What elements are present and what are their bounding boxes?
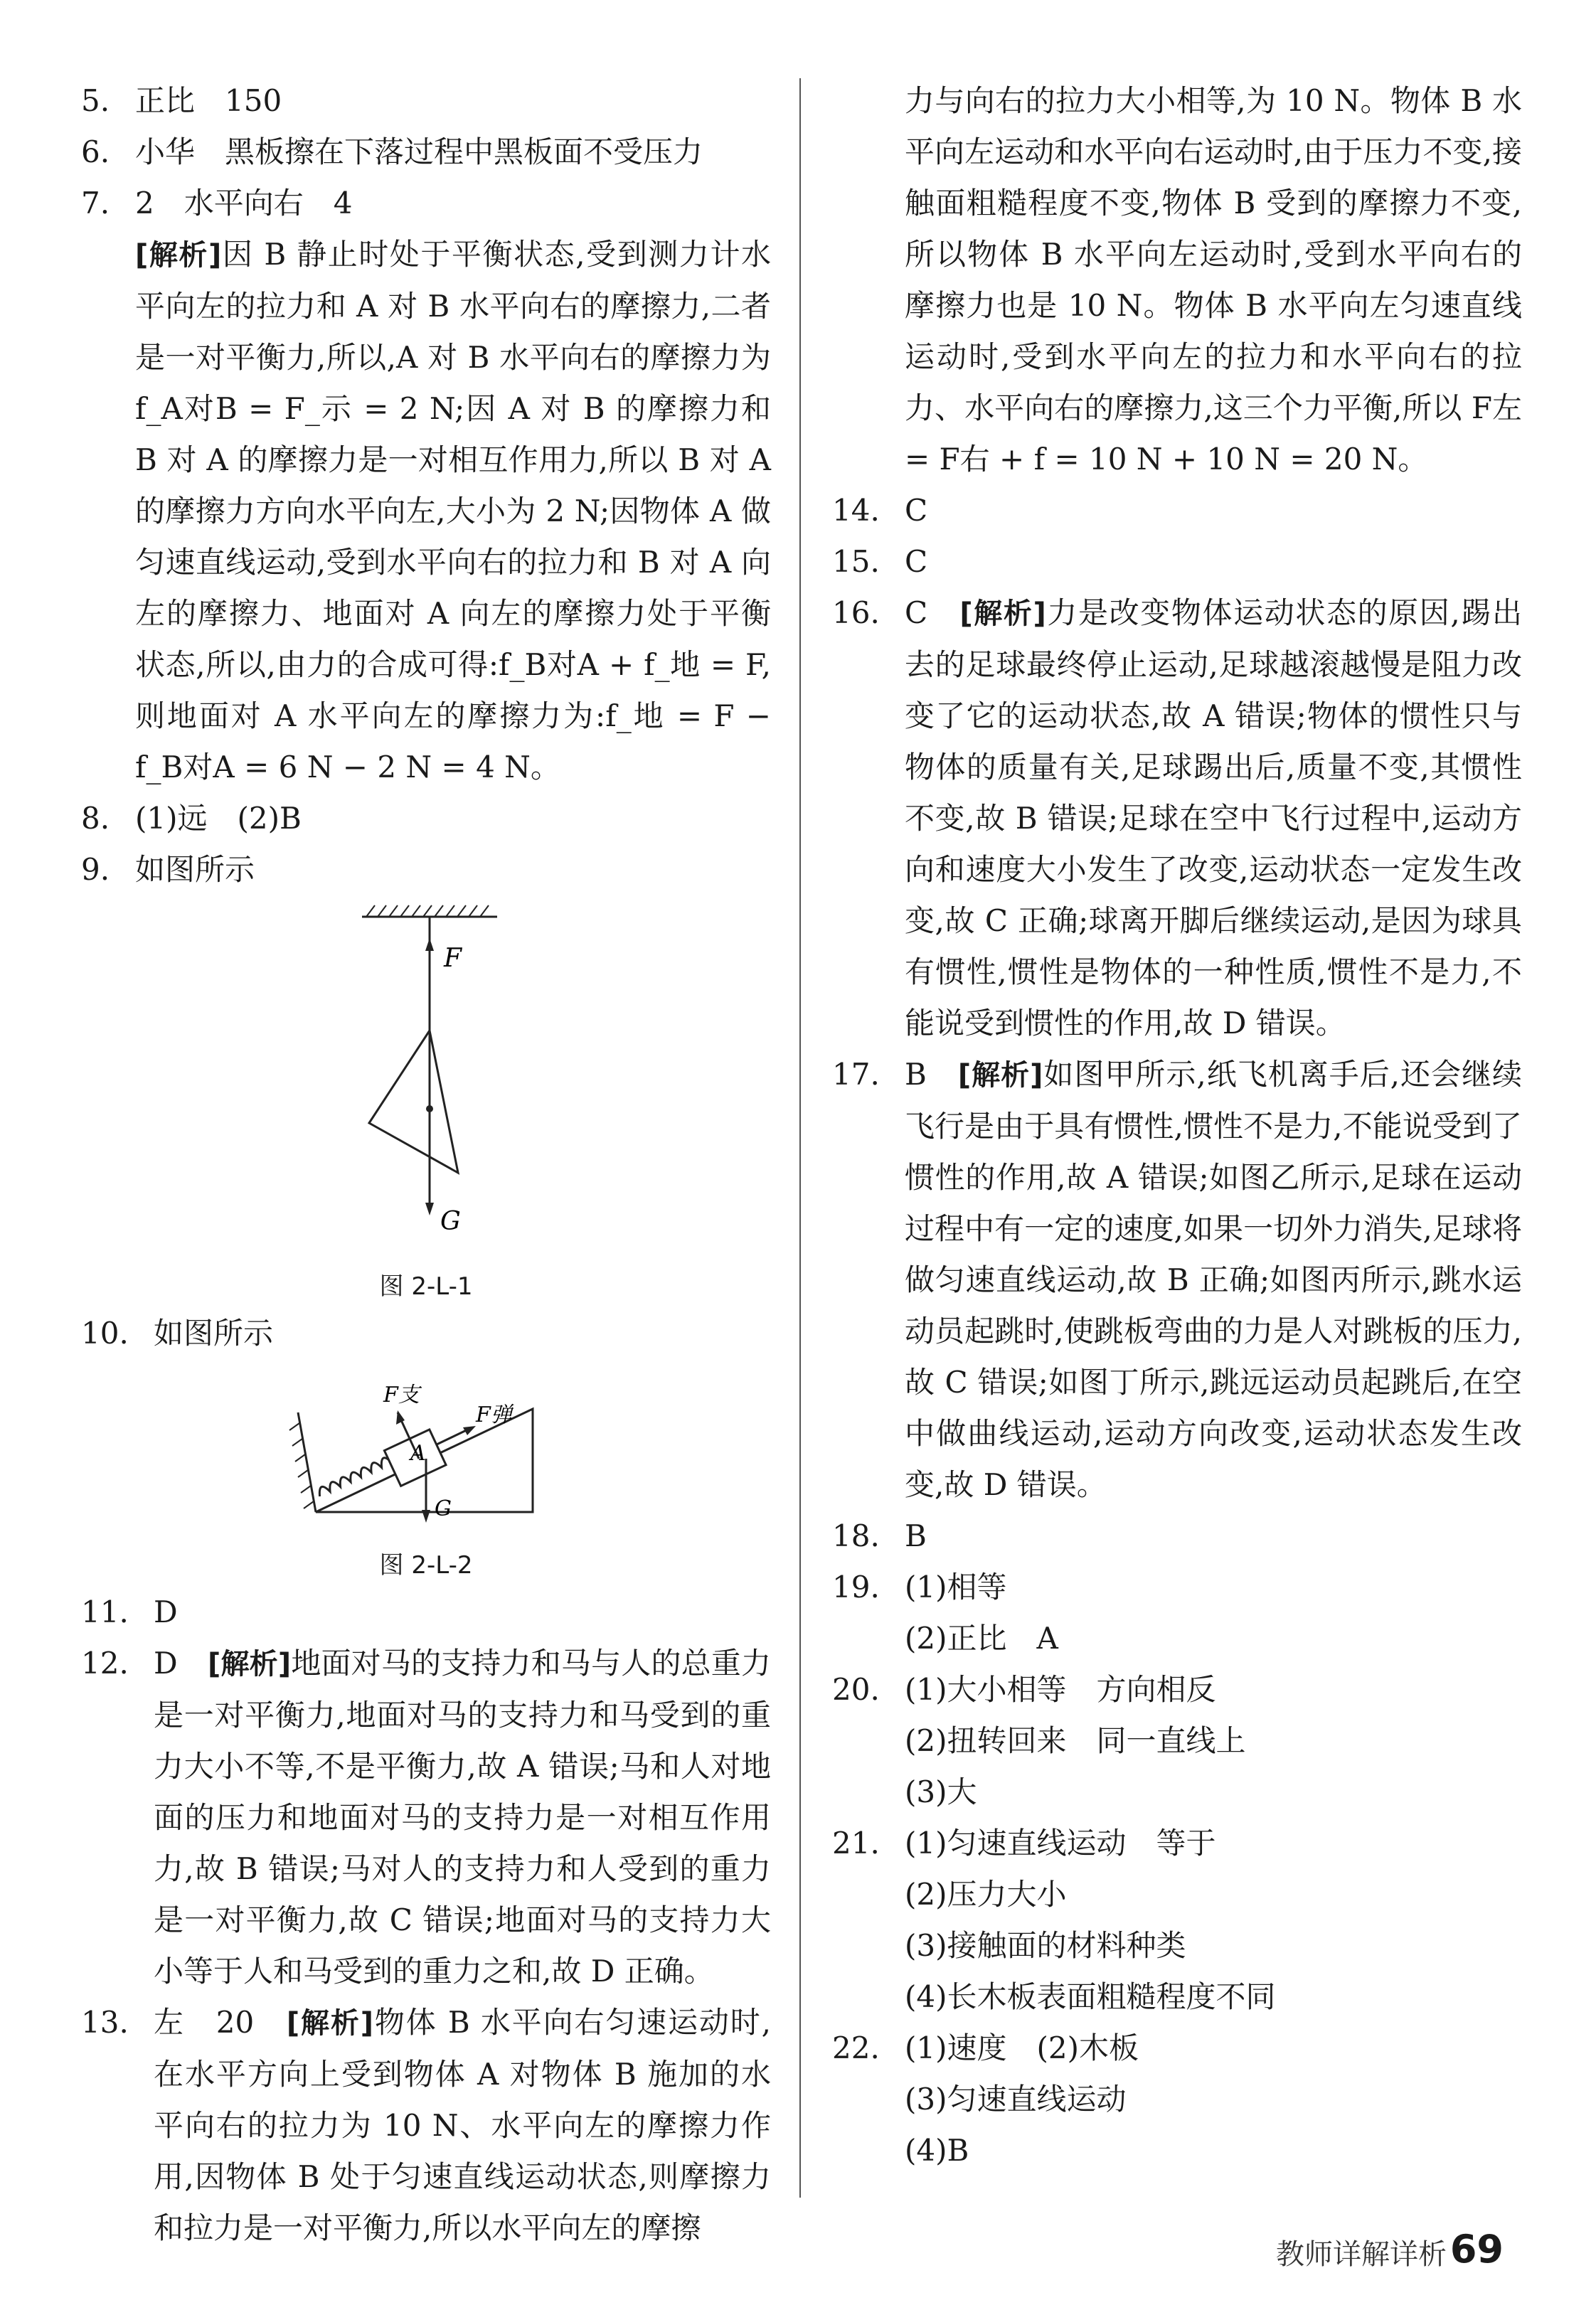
figure-caption-2: 图 2-L-2 (379, 1551, 473, 1580)
answer-8: 8. (1)远 (2)B (81, 801, 302, 836)
analysis-tag: [解析] (959, 597, 1046, 630)
answer-20-line: (2)扭转回来 同一直线上 (905, 1723, 1246, 1758)
explanation-13-continued: 力与向右的拉力大小相等,为 10 N。物体 B 水平向左运动和水平向右运动时,由于压力不变,接触面粗糙程度不变,物体 B 受到的摩擦力不变,所以物体 B 水平向左运动时,受到水平向右的摩擦力也是 10 N。物体 B 水平向左匀速直线运动时,受到水平向左的拉力和水平向右的拉力、水平向右的摩擦力,这三个力平衡,所以 F左 = F右 + f = 10 N + 10 N = 20 N。 (905, 83, 1522, 477)
answer-22-line: (4)B (905, 2133, 969, 2168)
answer-13: 13. 左 20 [解析]物体 B 水平向右匀速运动时,在水平方向上受到物体 A 对物体 B 施加的水平向右的拉力为 10 N、水平向左的摩擦力作用,因物体 B 处于匀速直线运动状态,则摩擦力和拉力是一对平衡力,所以水平向左的摩擦 (81, 2005, 771, 2245)
figure-caption: 图 2-L-1 (379, 1272, 473, 1301)
answer-15: 15. C (832, 544, 928, 579)
answer-11: 11. D (81, 1595, 178, 1629)
answer-10: 10. 如图所示 (81, 1316, 274, 1351)
force-diagram-incline (284, 1359, 568, 1537)
answer-9: 9. 如图所示 (81, 852, 255, 887)
answer-5: 5. 正比 150 (81, 83, 282, 118)
analysis-tag: [解析] (286, 2007, 374, 2040)
answer-19: 19. (1)相等 (832, 1570, 1007, 1604)
label-F: F (444, 944, 462, 973)
page-number: 69 (1449, 2227, 1504, 2272)
label-A: A (410, 1441, 426, 1466)
answer-7: 7. 2 水平向右 4 (81, 186, 353, 220)
answer-19-line: (2)正比 A (905, 1621, 1058, 1656)
answer-14: 14. C (832, 493, 928, 528)
figure-2-L-1 (81, 895, 771, 1265)
explanation-7: [解析]因 B 静止时处于平衡状态,受到测力计水平向左的拉力和 A 对 B 水平向右的摩擦力,二者是一对平衡力,所以,A 对 B 水平向右的摩擦力为 f_A对B = F_示 = 2 N;因 A 对 B 的摩擦力和 B 对 A 的摩擦力是一对相互作用力,所以 B 对 A 的摩擦力方向水平向左,大小为 2 N;因物体 A 做匀速直线运动,受到水平向右的拉力和 B 对 A 向左的摩擦力、地面对 A 向左的摩擦力处于平衡状态,所以,由力的合成可得:f_B对A + f_地 = F,则地面对 A 水平向左的摩擦力为:f_地 = F − f_B对A = 6 N − 2 N = 4 N。 (135, 237, 772, 784)
label-F-support: F支 (383, 1383, 420, 1407)
figure-2-L-2 (81, 1359, 771, 1544)
answer-21-line: (4)长木板表面粗糙程度不同 (905, 1979, 1276, 2014)
answer-18: 18. B (832, 1518, 927, 1553)
answer-20: 20. (1)大小相等 方向相反 (832, 1672, 1216, 1707)
force-diagram-triangle (319, 895, 533, 1237)
analysis-tag: [解析] (957, 1059, 1043, 1092)
label-F-spring: F弹 (476, 1402, 512, 1427)
analysis-tag: [解析] (135, 239, 222, 272)
answer-20-line: (3)大 (905, 1774, 977, 1809)
answer-21: 21. (1)匀速直线运动 等于 (832, 1826, 1216, 1861)
column-divider (799, 78, 801, 2198)
answer-17: 17. B [解析]如图甲所示,纸飞机离手后,还会继续飞行是由于具有惯性,惯性不是力,不能说受到了惯性的作用,故 A 错误;如图乙所示,足球在运动过程中有一定的速度,如果一切外力消失,足球将做匀速直线运动,故 B 正确;如图丙所示,跳水运动员起跳时,使跳板弯曲的力是人对跳板的压力,故 C 错误;如图丁所示,跳远运动员起跳后,在空中做曲线运动,运动方向改变,运动状态发生改变,故 D 错误。 (832, 1057, 1523, 1502)
answer-21-line: (2)压力大小 (905, 1877, 1067, 1912)
answer-22-line: (3)匀速直线运动 (905, 2082, 1127, 2117)
label-G: G (440, 1207, 461, 1236)
answer-16: 16. C [解析]力是改变物体运动状态的原因,踢出去的足球最终停止运动,足球越滚越慢是阻力改变了它的运动状态,故 A 错误;物体的惯性只与物体的质量有关,足球踢出后,质量不变,其惯性不变,故 B 错误;足球在空中飞行过程中,运动方向和速度大小发生了改变,运动状态一定发生改变,故 C 正确;球离开脚后继续运动,是因为球具有惯性,惯性是物体的一种性质,惯性不是力,不能说受到惯性的作用,故 D 错误。 (832, 595, 1522, 1040)
left-column (81, 75, 771, 2254)
answer-21-line: (3)接触面的材料种类 (905, 1928, 1186, 1963)
footer-label: 教师详解详析 (1276, 2238, 1447, 2271)
analysis-tag: [解析] (208, 1648, 292, 1681)
label-G2: G (435, 1496, 452, 1521)
answer-22: 22. (1)速度 (2)木板 (832, 2030, 1139, 2065)
answer-6: 6. 小华 黑板擦在下落过程中黑板面不受压力 (81, 134, 703, 169)
right-column (832, 75, 1522, 2176)
answer-12: 12. D [解析]地面对马的支持力和马与人的总重力是一对平衡力,地面对马的支持力和马受到的重力大小不等,不是平衡力,故 A 错误;马和人对地面的压力和地面对马的支持力是一对相互作用力,故 B 错误;马对人的支持力和人受到的重力是一对平衡力,故 C 错误;地面对马的支持力大小等于人和马受到的重力之和,故 D 正确。 (81, 1646, 771, 1989)
